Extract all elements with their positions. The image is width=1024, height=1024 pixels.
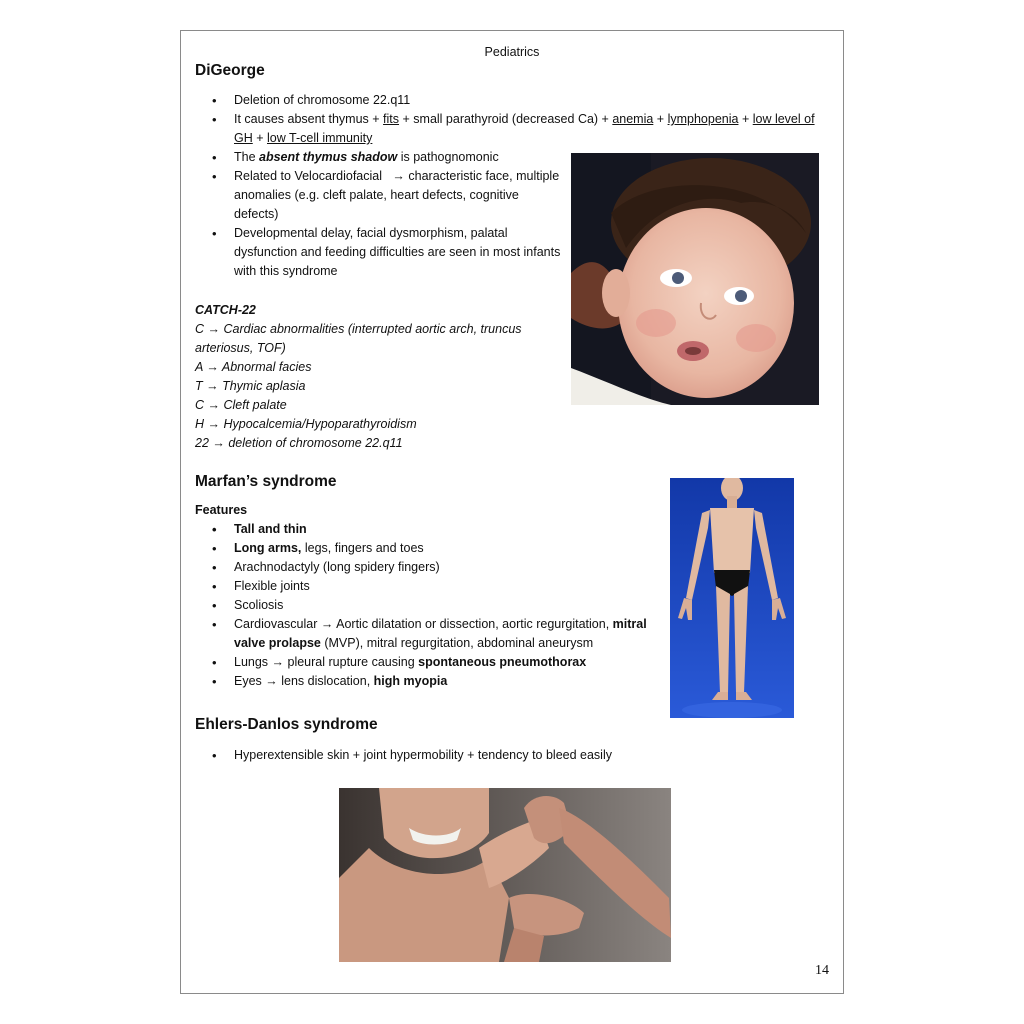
catch22-line: C → Cardiac abnormalities (interrupted aortic arch, truncus [195, 322, 522, 336]
catch22-lines [195, 320, 522, 453]
catch22-line: 22 → deletion of chromosome 22.q11 [195, 436, 403, 450]
catch22-line: T → Thymic aplasia [195, 379, 306, 393]
marfan-body-photo [670, 478, 794, 718]
list-item: • Flexible joints [195, 577, 655, 596]
list-item: • Cardiovascular → Aortic dilatation or dissection, aortic regurgitation, mitral valve prolapse (MVP), mitral regurgitation, abdominal aneurysm [195, 615, 655, 653]
page-header: Pediatrics [484, 45, 540, 59]
list-item: • Eyes → lens dislocation, high myopia [195, 672, 655, 691]
ehlers-list [195, 746, 795, 765]
list-item: • Lungs → pleural rupture causing spontaneous pneumothorax [195, 653, 655, 672]
marfan-list [195, 520, 655, 691]
digeorge-list-top [195, 91, 835, 148]
digeorge-list-bottom [195, 148, 565, 281]
list-item: • The absent thymus shadow is pathognomonic [195, 148, 565, 167]
list-item: • Hyperextensible skin + joint hypermobility + tendency to bleed easily [195, 746, 795, 765]
list-item: • Developmental delay, facial dysmorphism, palatal dysfunction and feeding difficulties are seen in most infants with this syndrome [195, 224, 565, 281]
catch22-line: H → Hypocalcemia/Hypoparathyroidism [195, 417, 417, 431]
digeorge-heading: DiGeorge [195, 62, 265, 79]
list-item: • Long arms, legs, fingers and toes [195, 539, 655, 558]
list-item: • Related to Velocardiofacial → characteristic face, multiple anomalies (e.g. cleft palate, heart defects, cognitive defects) [195, 167, 565, 224]
page-number: 14 [815, 963, 829, 978]
document-page [180, 30, 844, 994]
catch22-line: arteriosus, TOF) [195, 341, 286, 355]
catch22-line: C → Cleft palate [195, 398, 287, 412]
list-item: • Deletion of chromosome 22.q11 [195, 91, 835, 110]
list-item: • Arachnodactyly (long spidery fingers) [195, 558, 655, 577]
catch22-block [195, 301, 522, 453]
catch22-title: CATCH-22 [195, 303, 256, 317]
digeorge-child-photo [571, 153, 819, 405]
list-item: • Tall and thin [195, 520, 655, 539]
catch22-line: A → Abnormal facies [195, 360, 312, 374]
list-item: • It causes absent thymus + fits + small parathyroid (decreased Ca) + anemia + lymphopenia + low level of GH + low T-cell immunity [195, 110, 835, 148]
marfan-heading: Marfan’s syndrome [195, 473, 337, 490]
ehlers-skin-photo [339, 788, 671, 962]
marfan-features-label: Features [195, 503, 248, 517]
list-item: • Scoliosis [195, 596, 655, 615]
ehlers-heading: Ehlers-Danlos syndrome [195, 716, 378, 733]
